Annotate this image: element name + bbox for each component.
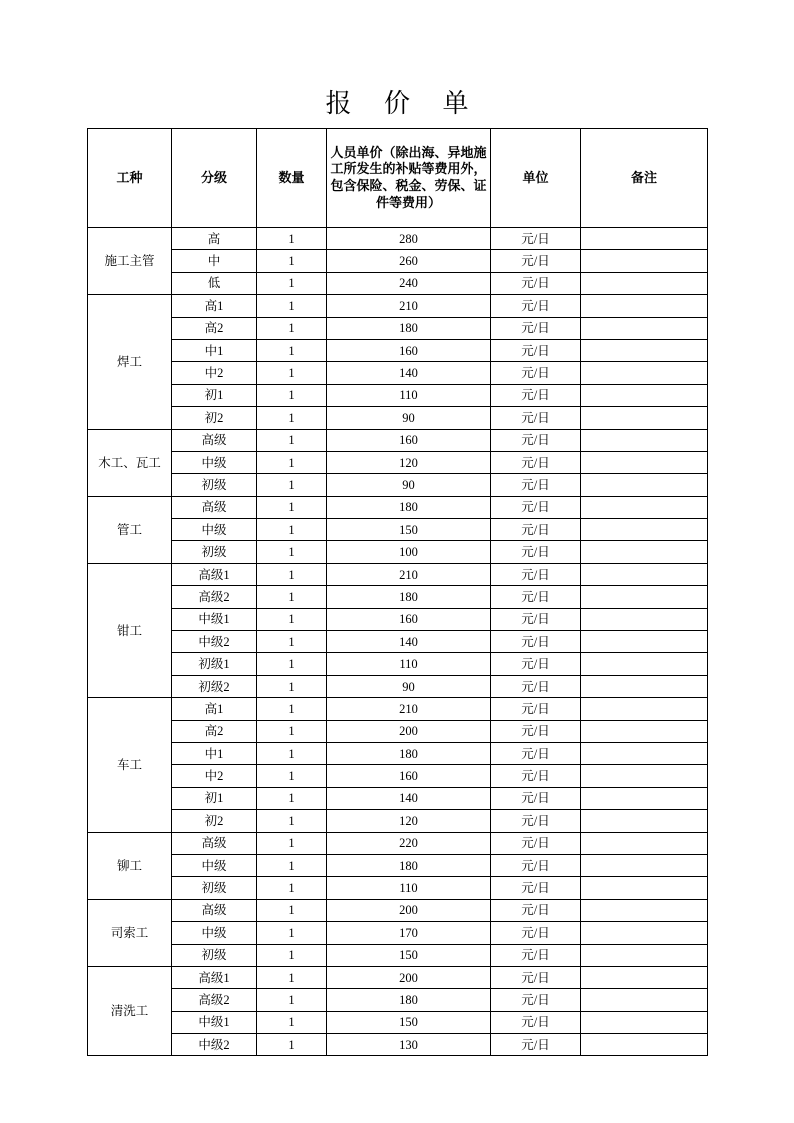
- table-row: [88, 272, 708, 294]
- unit-cell: 元/日: [491, 675, 581, 697]
- table-row: [88, 384, 708, 406]
- grade-cell: 高级: [172, 899, 257, 921]
- unit-cell: 元/日: [491, 877, 581, 899]
- table-body: [88, 228, 708, 1056]
- price-cell: 220: [327, 832, 491, 854]
- price-cell: 200: [327, 899, 491, 921]
- quantity-cell: 1: [257, 787, 327, 809]
- remark-cell: [581, 563, 708, 585]
- table-row: [88, 877, 708, 899]
- quantity-cell: 1: [257, 541, 327, 563]
- grade-cell: 中级: [172, 854, 257, 876]
- grade-cell: 中2: [172, 362, 257, 384]
- unit-cell: 元/日: [491, 563, 581, 585]
- quantity-cell: 1: [257, 407, 327, 429]
- grade-cell: 高级1: [172, 563, 257, 585]
- grade-cell: 初级: [172, 541, 257, 563]
- grade-cell: 中级: [172, 922, 257, 944]
- price-cell: 150: [327, 1011, 491, 1033]
- grade-cell: 高级: [172, 429, 257, 451]
- table-row: [88, 922, 708, 944]
- quantity-cell: 1: [257, 631, 327, 653]
- unit-cell: 元/日: [491, 362, 581, 384]
- price-cell: 110: [327, 653, 491, 675]
- trade-group-cell: 管工: [88, 496, 172, 563]
- column-header-grade: 分级: [172, 129, 257, 228]
- table-row: [88, 451, 708, 473]
- grade-cell: 高级: [172, 832, 257, 854]
- remark-cell: [581, 877, 708, 899]
- unit-cell: 元/日: [491, 228, 581, 250]
- remark-cell: [581, 1034, 708, 1056]
- grade-cell: 初1: [172, 384, 257, 406]
- price-cell: 140: [327, 631, 491, 653]
- table-header: [88, 129, 708, 228]
- table-row: [88, 787, 708, 809]
- price-cell: 90: [327, 474, 491, 496]
- unit-cell: 元/日: [491, 608, 581, 630]
- quotation-table: [87, 128, 708, 1056]
- price-cell: 180: [327, 317, 491, 339]
- price-cell: 210: [327, 563, 491, 585]
- unit-cell: 元/日: [491, 474, 581, 496]
- unit-cell: 元/日: [491, 631, 581, 653]
- remark-cell: [581, 317, 708, 339]
- unit-cell: 元/日: [491, 496, 581, 518]
- quantity-cell: 1: [257, 765, 327, 787]
- table-row: [88, 250, 708, 272]
- grade-cell: 中: [172, 250, 257, 272]
- unit-cell: 元/日: [491, 966, 581, 988]
- remark-cell: [581, 854, 708, 876]
- price-cell: 150: [327, 519, 491, 541]
- grade-cell: 中级1: [172, 608, 257, 630]
- trade-group-cell: 车工: [88, 698, 172, 832]
- price-cell: 260: [327, 250, 491, 272]
- price-cell: 90: [327, 675, 491, 697]
- remark-cell: [581, 787, 708, 809]
- grade-cell: 低: [172, 272, 257, 294]
- quantity-cell: 1: [257, 228, 327, 250]
- quotation-table-container: [87, 128, 707, 1056]
- grade-cell: 高级1: [172, 966, 257, 988]
- price-cell: 170: [327, 922, 491, 944]
- unit-cell: 元/日: [491, 407, 581, 429]
- grade-cell: 高2: [172, 720, 257, 742]
- price-cell: 200: [327, 720, 491, 742]
- quantity-cell: 1: [257, 339, 327, 361]
- unit-cell: 元/日: [491, 250, 581, 272]
- grade-cell: 初2: [172, 407, 257, 429]
- table-row: [88, 832, 708, 854]
- unit-cell: 元/日: [491, 384, 581, 406]
- quantity-cell: 1: [257, 295, 327, 317]
- grade-cell: 初级1: [172, 653, 257, 675]
- trade-group-cell: 清洗工: [88, 966, 172, 1056]
- remark-cell: [581, 474, 708, 496]
- price-cell: 130: [327, 1034, 491, 1056]
- unit-cell: 元/日: [491, 451, 581, 473]
- grade-cell: 初1: [172, 787, 257, 809]
- remark-cell: [581, 966, 708, 988]
- quantity-cell: 1: [257, 720, 327, 742]
- remark-cell: [581, 384, 708, 406]
- table-row: [88, 362, 708, 384]
- remark-cell: [581, 586, 708, 608]
- remark-cell: [581, 1011, 708, 1033]
- table-row: [88, 989, 708, 1011]
- price-cell: 150: [327, 944, 491, 966]
- price-cell: 180: [327, 496, 491, 518]
- quantity-cell: 1: [257, 317, 327, 339]
- table-row: [88, 317, 708, 339]
- price-cell: 240: [327, 272, 491, 294]
- table-row: [88, 228, 708, 250]
- table-row: [88, 295, 708, 317]
- table-row: [88, 608, 708, 630]
- remark-cell: [581, 295, 708, 317]
- remark-cell: [581, 407, 708, 429]
- price-cell: 140: [327, 787, 491, 809]
- grade-cell: 中1: [172, 742, 257, 764]
- price-cell: 210: [327, 698, 491, 720]
- quantity-cell: 1: [257, 586, 327, 608]
- table-row: [88, 653, 708, 675]
- remark-cell: [581, 922, 708, 944]
- grade-cell: 中2: [172, 765, 257, 787]
- table-row: [88, 339, 708, 361]
- quantity-cell: 1: [257, 854, 327, 876]
- price-cell: 200: [327, 966, 491, 988]
- trade-group-cell: 木工、瓦工: [88, 429, 172, 496]
- unit-cell: 元/日: [491, 272, 581, 294]
- unit-cell: 元/日: [491, 810, 581, 832]
- remark-cell: [581, 429, 708, 451]
- unit-cell: 元/日: [491, 295, 581, 317]
- remark-cell: [581, 339, 708, 361]
- grade-cell: 初级2: [172, 675, 257, 697]
- table-header-row: [88, 129, 708, 228]
- remark-cell: [581, 541, 708, 563]
- remark-cell: [581, 720, 708, 742]
- remark-cell: [581, 608, 708, 630]
- table-row: [88, 429, 708, 451]
- quantity-cell: 1: [257, 384, 327, 406]
- table-row: [88, 407, 708, 429]
- remark-cell: [581, 944, 708, 966]
- grade-cell: 中级2: [172, 631, 257, 653]
- table-row: [88, 496, 708, 518]
- unit-cell: 元/日: [491, 429, 581, 451]
- quantity-cell: 1: [257, 944, 327, 966]
- remark-cell: [581, 519, 708, 541]
- quantity-cell: 1: [257, 989, 327, 1011]
- grade-cell: 高1: [172, 698, 257, 720]
- unit-cell: 元/日: [491, 832, 581, 854]
- remark-cell: [581, 451, 708, 473]
- trade-group-cell: 铆工: [88, 832, 172, 899]
- table-row: [88, 944, 708, 966]
- unit-cell: 元/日: [491, 1011, 581, 1033]
- price-cell: 160: [327, 339, 491, 361]
- quantity-cell: 1: [257, 496, 327, 518]
- grade-cell: 高2: [172, 317, 257, 339]
- table-row: [88, 854, 708, 876]
- quantity-cell: 1: [257, 653, 327, 675]
- remark-cell: [581, 362, 708, 384]
- quantity-cell: 1: [257, 362, 327, 384]
- table-row: [88, 1011, 708, 1033]
- quantity-cell: 1: [257, 474, 327, 496]
- unit-cell: 元/日: [491, 698, 581, 720]
- table-row: [88, 586, 708, 608]
- unit-cell: 元/日: [491, 922, 581, 944]
- table-row: [88, 810, 708, 832]
- grade-cell: 初级: [172, 474, 257, 496]
- trade-group-cell: 司索工: [88, 899, 172, 966]
- page-title: 报 价 单: [325, 89, 482, 118]
- remark-cell: [581, 698, 708, 720]
- column-header-unit-price: 人员单价（除出海、异地施工所发生的补贴等费用外，包含保险、税金、劳保、证件等费用）: [327, 129, 491, 228]
- grade-cell: 高级2: [172, 586, 257, 608]
- unit-cell: 元/日: [491, 519, 581, 541]
- grade-cell: 初级: [172, 877, 257, 899]
- remark-cell: [581, 631, 708, 653]
- price-cell: 100: [327, 541, 491, 563]
- quantity-cell: 1: [257, 250, 327, 272]
- price-cell: 160: [327, 608, 491, 630]
- unit-cell: 元/日: [491, 944, 581, 966]
- quantity-cell: 1: [257, 810, 327, 832]
- unit-cell: 元/日: [491, 317, 581, 339]
- remark-cell: [581, 496, 708, 518]
- quantity-cell: 1: [257, 922, 327, 944]
- price-cell: 90: [327, 407, 491, 429]
- grade-cell: 高: [172, 228, 257, 250]
- table-row: [88, 675, 708, 697]
- grade-cell: 高级: [172, 496, 257, 518]
- price-cell: 180: [327, 854, 491, 876]
- unit-cell: 元/日: [491, 765, 581, 787]
- grade-cell: 高1: [172, 295, 257, 317]
- unit-cell: 元/日: [491, 989, 581, 1011]
- remark-cell: [581, 228, 708, 250]
- table-row: [88, 742, 708, 764]
- table-row: [88, 720, 708, 742]
- remark-cell: [581, 742, 708, 764]
- table-row: [88, 474, 708, 496]
- price-cell: 180: [327, 742, 491, 764]
- remark-cell: [581, 765, 708, 787]
- unit-cell: 元/日: [491, 720, 581, 742]
- quantity-cell: 1: [257, 832, 327, 854]
- quantity-cell: 1: [257, 272, 327, 294]
- price-cell: 160: [327, 429, 491, 451]
- quantity-cell: 1: [257, 877, 327, 899]
- table-row: [88, 631, 708, 653]
- unit-cell: 元/日: [491, 1034, 581, 1056]
- unit-cell: 元/日: [491, 586, 581, 608]
- unit-cell: 元/日: [491, 541, 581, 563]
- table-row: [88, 1034, 708, 1056]
- grade-cell: 中级: [172, 451, 257, 473]
- table-row: [88, 765, 708, 787]
- table-row: [88, 966, 708, 988]
- remark-cell: [581, 810, 708, 832]
- quantity-cell: 1: [257, 698, 327, 720]
- table-row: [88, 899, 708, 921]
- unit-cell: 元/日: [491, 653, 581, 675]
- remark-cell: [581, 653, 708, 675]
- column-header-trade: 工种: [88, 129, 172, 228]
- grade-cell: 中1: [172, 339, 257, 361]
- quantity-cell: 1: [257, 966, 327, 988]
- quantity-cell: 1: [257, 429, 327, 451]
- quantity-cell: 1: [257, 451, 327, 473]
- grade-cell: 中级1: [172, 1011, 257, 1033]
- remark-cell: [581, 250, 708, 272]
- price-cell: 140: [327, 362, 491, 384]
- grade-cell: 初2: [172, 810, 257, 832]
- quantity-cell: 1: [257, 675, 327, 697]
- column-header-unit: 单位: [491, 129, 581, 228]
- price-cell: 180: [327, 586, 491, 608]
- price-cell: 280: [327, 228, 491, 250]
- quantity-cell: 1: [257, 1011, 327, 1033]
- table-row: [88, 541, 708, 563]
- grade-cell: 中级2: [172, 1034, 257, 1056]
- unit-cell: 元/日: [491, 899, 581, 921]
- grade-cell: 中级: [172, 519, 257, 541]
- remark-cell: [581, 989, 708, 1011]
- quantity-cell: 1: [257, 563, 327, 585]
- unit-cell: 元/日: [491, 787, 581, 809]
- price-cell: 180: [327, 989, 491, 1011]
- unit-cell: 元/日: [491, 742, 581, 764]
- remark-cell: [581, 272, 708, 294]
- remark-cell: [581, 899, 708, 921]
- unit-cell: 元/日: [491, 854, 581, 876]
- price-cell: 160: [327, 765, 491, 787]
- table-row: [88, 519, 708, 541]
- price-cell: 120: [327, 810, 491, 832]
- price-cell: 120: [327, 451, 491, 473]
- quantity-cell: 1: [257, 608, 327, 630]
- table-row: [88, 563, 708, 585]
- grade-cell: 高级2: [172, 989, 257, 1011]
- quantity-cell: 1: [257, 1034, 327, 1056]
- column-header-quantity: 数量: [257, 129, 327, 228]
- trade-group-cell: 施工主管: [88, 228, 172, 295]
- unit-cell: 元/日: [491, 339, 581, 361]
- column-header-remark: 备注: [581, 129, 708, 228]
- trade-group-cell: 钳工: [88, 563, 172, 697]
- remark-cell: [581, 675, 708, 697]
- price-cell: 210: [327, 295, 491, 317]
- remark-cell: [581, 832, 708, 854]
- price-cell: 110: [327, 384, 491, 406]
- price-cell: 110: [327, 877, 491, 899]
- quantity-cell: 1: [257, 899, 327, 921]
- trade-group-cell: 焊工: [88, 295, 172, 429]
- table-row: [88, 698, 708, 720]
- grade-cell: 初级: [172, 944, 257, 966]
- quantity-cell: 1: [257, 742, 327, 764]
- quantity-cell: 1: [257, 519, 327, 541]
